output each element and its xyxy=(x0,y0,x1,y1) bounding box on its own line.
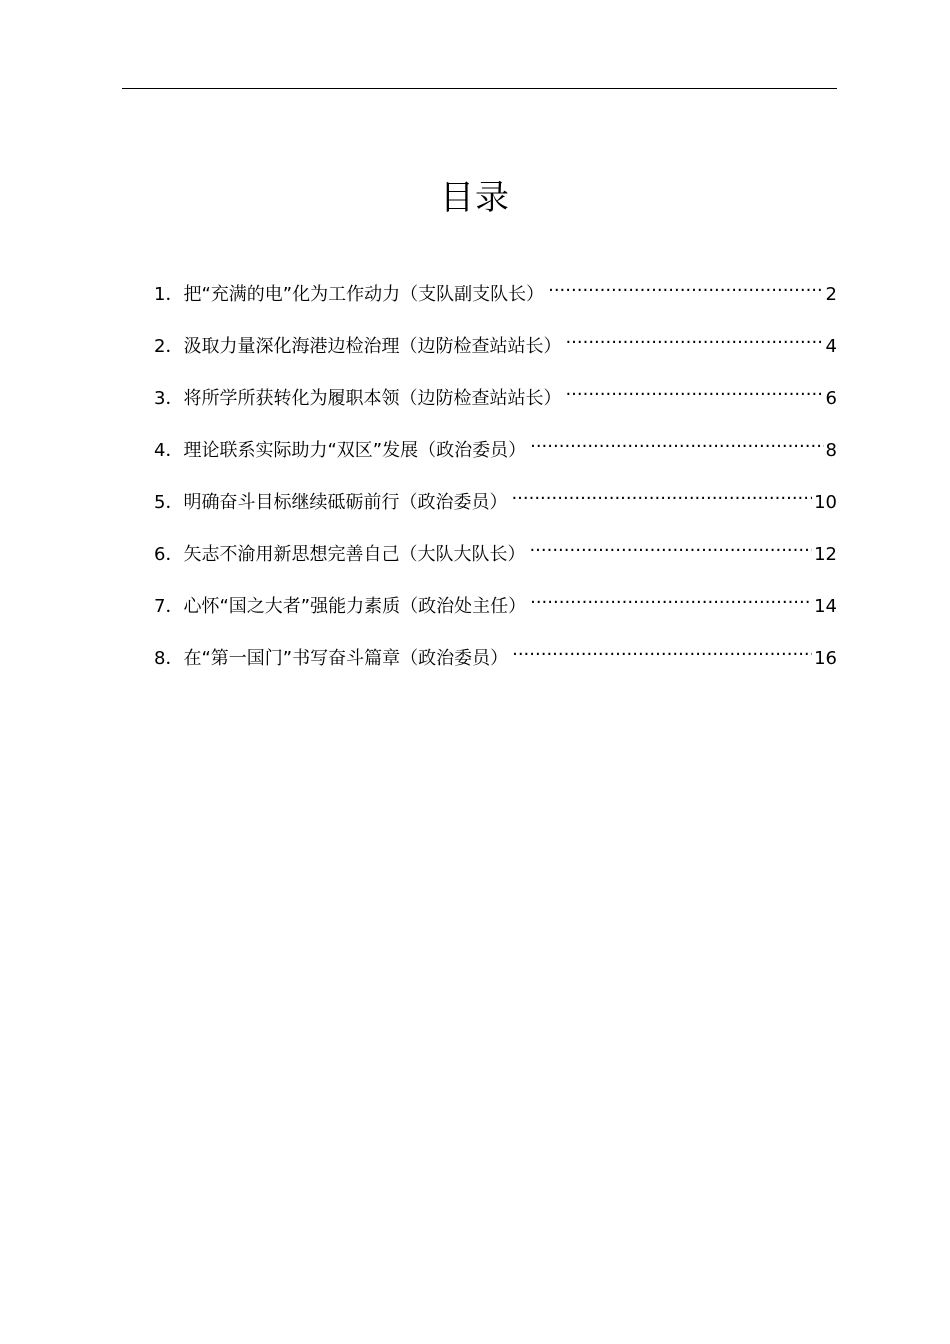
toc-entry-3[interactable] xyxy=(154,376,837,428)
toc-entry-title: 明确奋斗目标继续砥砺前行（政治委员） xyxy=(183,492,508,513)
toc-entry-8[interactable] xyxy=(154,636,837,688)
toc-entry-1[interactable] xyxy=(154,272,837,324)
toc-dot-leader xyxy=(565,324,823,352)
toc-entry-page: 16 xyxy=(814,648,837,669)
toc-entry-title: 理论联系实际助力“双区”发展（政治委员） xyxy=(183,440,527,461)
toc-entry-page: 10 xyxy=(814,492,837,513)
toc-entry-number: 8． xyxy=(154,648,184,669)
toc-entry-number: 4． xyxy=(154,440,184,461)
toc-entry-page: 8 xyxy=(825,440,837,461)
page-title: 目录 xyxy=(440,178,510,218)
toc-dot-leader xyxy=(530,428,823,456)
toc-dot-leader xyxy=(512,636,812,664)
toc-entry-title: 在“第一国门”书写奋斗篇章（政治委员） xyxy=(183,648,509,669)
toc-dot-leader xyxy=(529,532,812,560)
toc-entry-number: 6． xyxy=(154,544,184,565)
toc-entry-title: 将所学所获转化为履职本领（边防检查站站长） xyxy=(183,388,562,409)
table-of-contents xyxy=(154,272,837,688)
toc-entry-number: 1． xyxy=(154,284,184,305)
toc-dot-leader xyxy=(530,584,812,612)
toc-entry-title: 汲取力量深化海港边检治理（边防检查站站长） xyxy=(183,336,562,357)
toc-entry-page: 4 xyxy=(825,336,837,357)
toc-entry-2[interactable] xyxy=(154,324,837,376)
toc-entry-7[interactable] xyxy=(154,584,837,636)
toc-entry-number: 3． xyxy=(154,388,184,409)
toc-dot-leader xyxy=(511,480,812,508)
toc-entry-number: 7． xyxy=(154,596,184,617)
toc-dot-leader xyxy=(548,272,823,300)
toc-entry-page: 6 xyxy=(825,388,837,409)
toc-entry-4[interactable] xyxy=(154,428,837,480)
toc-entry-number: 2． xyxy=(154,336,184,357)
toc-entry-page: 14 xyxy=(814,596,837,617)
toc-entry-title: 心怀“国之大者”强能力素质（政治处主任） xyxy=(183,596,527,617)
header-rule xyxy=(122,88,837,89)
toc-dot-leader xyxy=(565,376,823,404)
toc-entry-title: 把“充满的电”化为工作动力（支队副支队长） xyxy=(183,284,545,305)
toc-entry-5[interactable] xyxy=(154,480,837,532)
toc-entry-title: 矢志不渝用新思想完善自己（大队大队长） xyxy=(183,544,526,565)
toc-entry-page: 12 xyxy=(814,544,837,565)
toc-entry-page: 2 xyxy=(825,284,837,305)
toc-entry-6[interactable] xyxy=(154,532,837,584)
toc-entry-number: 5． xyxy=(154,492,184,513)
